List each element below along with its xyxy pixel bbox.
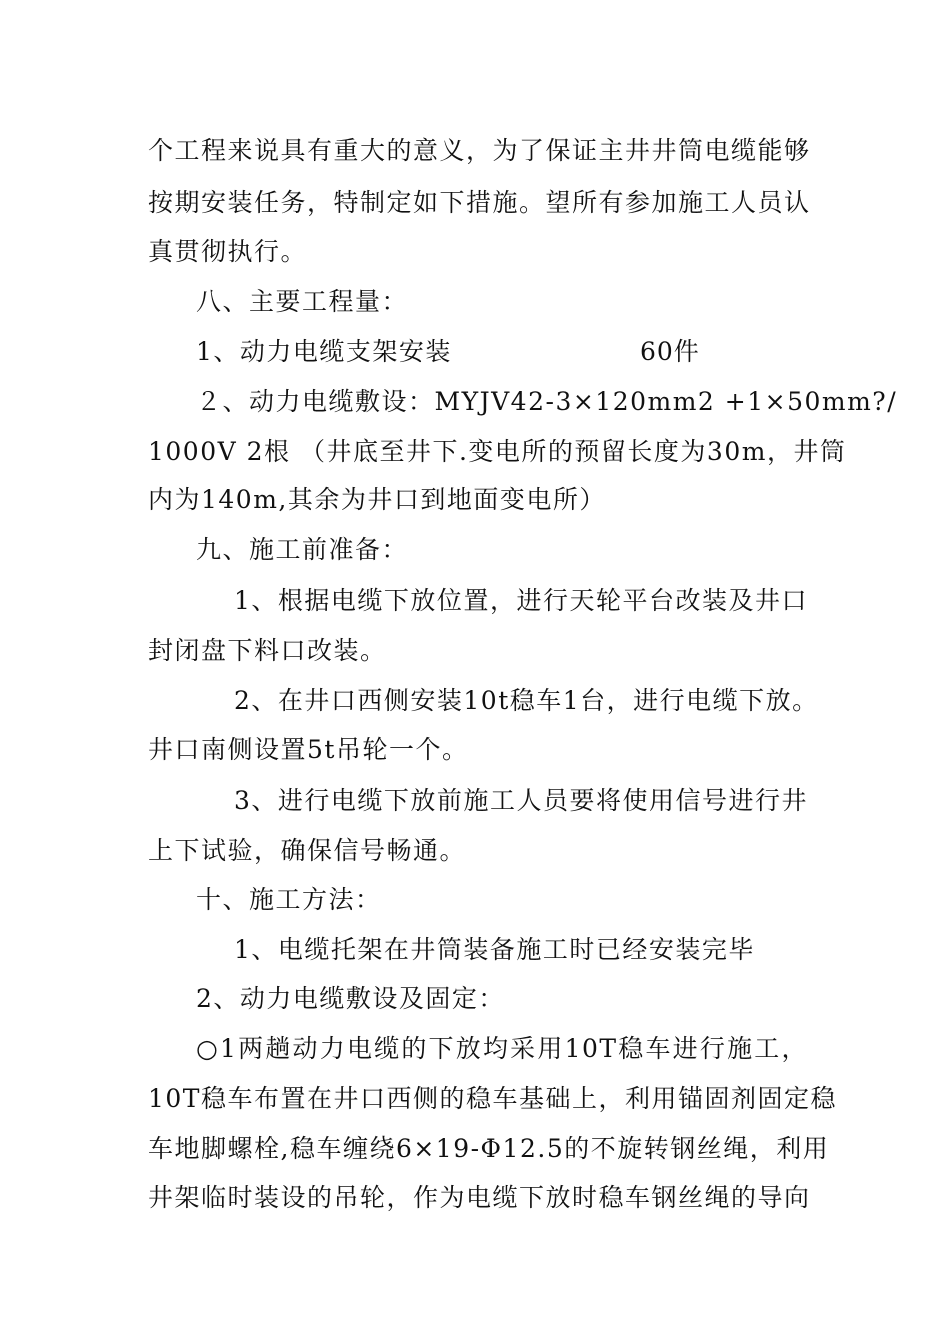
paragraph-line: 车地脚螺栓,稳车缠绕6×19-Φ12.5的不旋转钢丝绳，利用 (148, 1134, 830, 1163)
list-item: 1、动力电缆支架安装 (196, 337, 452, 366)
list-item: 1、根据电缆下放位置，进行天轮平台改装及井口 (234, 586, 808, 615)
list-item: 2、动力电缆敷设及固定： (196, 984, 505, 1013)
paragraph-line: 10T稳车布置在井口西侧的稳车基础上，利用锚固剂固定稳 (148, 1084, 837, 1113)
paragraph-line: 真贯彻执行。 (148, 237, 308, 266)
paragraph-line: 井架临时装设的吊轮，作为电缆下放时稳车钢丝绳的导向 (148, 1183, 811, 1212)
paragraph-line: ○1两趟动力电缆的下放均采用10T稳车进行施工， (196, 1034, 808, 1063)
list-item: 2、在井口西侧安装10t稳车1台，进行电缆下放。 (234, 686, 819, 715)
paragraph-line: 个工程来说具有重大的意义，为了保证主井井筒电缆能够 (148, 136, 811, 165)
list-item: 3、进行电缆下放前施工人员要将使用信号进行井 (234, 786, 808, 815)
paragraph-line: 封闭盘下料口改装。 (148, 636, 387, 665)
paragraph-line: 1000V 2根 （井底至井下.变电所的预留长度为30m，井筒 (148, 437, 847, 466)
paragraph-line: 上下试验，确保信号畅通。 (148, 836, 467, 865)
section-heading: 九、施工前准备： (196, 535, 409, 564)
section-heading: 十、施工方法： (196, 885, 382, 914)
paragraph-line: 内为140m,其余为井口到地面变电所） (148, 485, 606, 514)
list-item: 1、电缆托架在井筒装备施工时已经安装完毕 (234, 935, 755, 964)
list-item: ２、动力电缆敷设：MYJV42-3×120mm2 +1×50mm?/ (196, 387, 898, 416)
quantity-value: 60件 (640, 337, 700, 366)
paragraph-line: 按期安装任务，特制定如下措施。望所有参加施工人员认 (148, 188, 811, 217)
section-heading: 八、主要工程量： (196, 287, 409, 316)
paragraph-line: 井口南侧设置5t吊轮一个。 (148, 735, 469, 764)
